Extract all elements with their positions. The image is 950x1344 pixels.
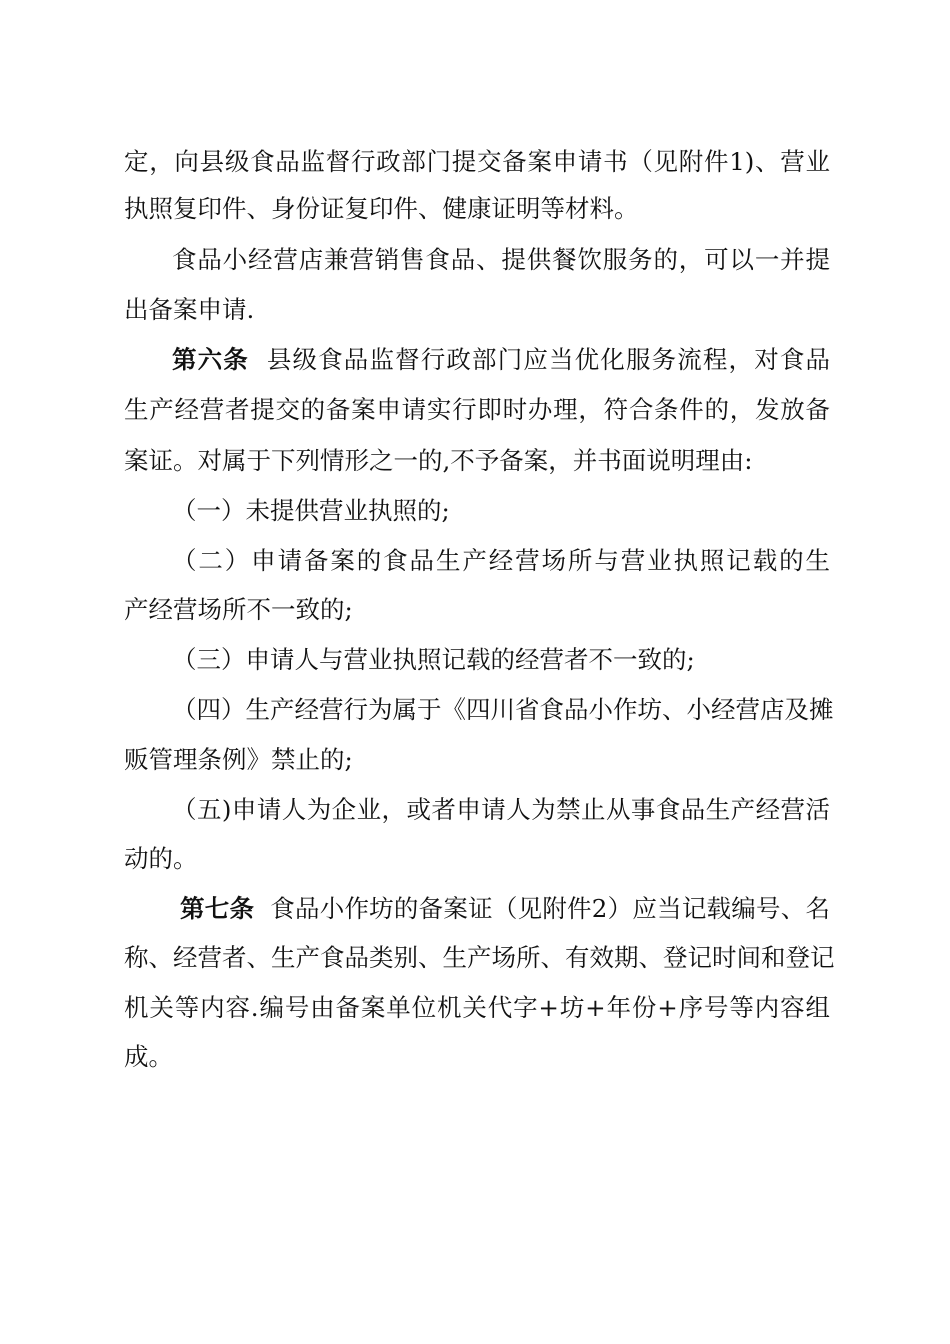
text-line: 产经营场所不一致的;: [124, 595, 353, 624]
list-item: （四）生产经营行为属于《四川省食品小作坊、小经营店及摊: [172, 695, 834, 724]
text-line: 食品小经营店兼营销售食品、提供餐饮服务的，可以一并提: [172, 245, 830, 274]
text-line: 执照复印件、身份证复印件、健康证明等材料。: [124, 194, 639, 223]
list-item: （二）申请备案的食品生产经营场所与营业执照记载的生: [172, 546, 830, 575]
article-6-heading: 第六条: [172, 345, 249, 374]
article-7-heading: 第七条: [180, 894, 255, 923]
article-6-first-line: [172, 340, 830, 380]
list-item: （五)申请人为企业，或者申请人为禁止从事食品生产经营活: [172, 795, 830, 824]
list-item: （一）未提供营业执照的;: [172, 496, 450, 525]
article-7-text: 食品小作坊的备案证（见附件2）应当记载编号、名: [270, 894, 830, 923]
text-line: 案证。对属于下列情形之一的,不予备案，并书面说明理由:: [124, 446, 753, 475]
article-6-text: 县级食品监督行政部门应当优化服务流程，对食品: [266, 345, 831, 374]
text-line: 动的。: [124, 844, 198, 873]
text-line: 生产经营者提交的备案申请实行即时办理，符合条件的，发放备: [124, 395, 830, 424]
text-line: 机关等内容.编号由备案单位机关代字+坊+年份+序号等内容组: [124, 993, 830, 1022]
text-line: 定，向县级食品监督行政部门提交备案申请书（见附件1)、营业: [124, 147, 830, 176]
list-item: （三）申请人与营业执照记载的经营者不一致的;: [172, 645, 695, 674]
text-line: 称、经营者、生产食品类别、生产场所、有效期、登记时间和登记: [124, 943, 835, 972]
text-line: 成。: [124, 1042, 173, 1071]
article-7-first-line: [180, 889, 830, 929]
text-line: 贩管理条例》禁止的;: [124, 745, 353, 774]
text-line: 出备案申请.: [124, 295, 255, 324]
